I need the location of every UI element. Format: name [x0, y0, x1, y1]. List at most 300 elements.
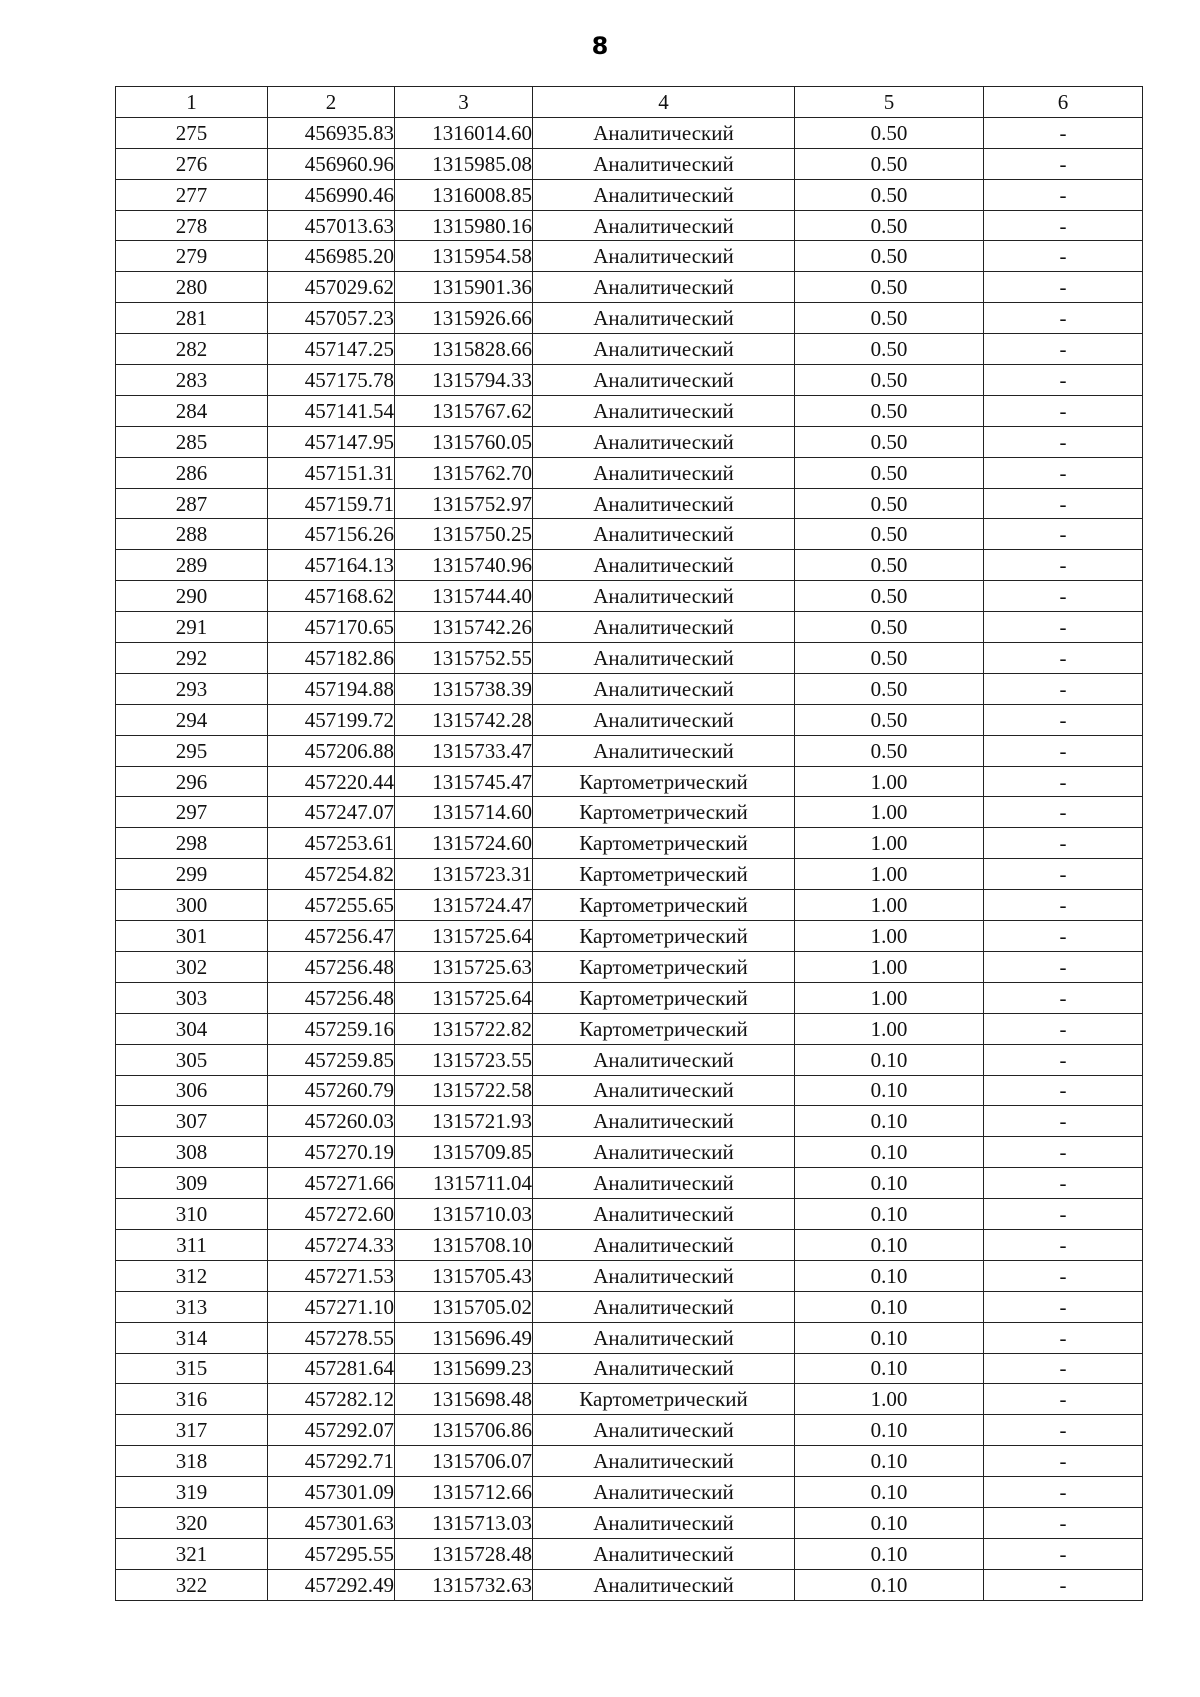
y-coordinate-cell: 1315706.86 — [395, 1415, 533, 1446]
table-row — [116, 951, 1143, 982]
note-cell: - — [984, 210, 1143, 241]
note-cell: - — [984, 303, 1143, 334]
accuracy-cell: 1.00 — [795, 982, 984, 1013]
point-number-cell: 319 — [116, 1477, 268, 1508]
point-number-cell: 296 — [116, 766, 268, 797]
accuracy-cell: 0.10 — [795, 1477, 984, 1508]
note-cell: - — [984, 1199, 1143, 1230]
note-cell: - — [984, 766, 1143, 797]
point-number-cell: 300 — [116, 890, 268, 921]
table-row — [116, 1507, 1143, 1538]
method-cell: Картометрический — [533, 1013, 795, 1044]
table-row — [116, 1384, 1143, 1415]
point-number-cell: 301 — [116, 921, 268, 952]
x-coordinate-cell: 457259.85 — [268, 1044, 395, 1075]
y-coordinate-cell: 1315724.60 — [395, 828, 533, 859]
point-number-cell: 287 — [116, 488, 268, 519]
note-cell: - — [984, 272, 1143, 303]
method-cell: Аналитический — [533, 735, 795, 766]
accuracy-cell: 1.00 — [795, 951, 984, 982]
note-cell: - — [984, 982, 1143, 1013]
table-row — [116, 982, 1143, 1013]
accuracy-cell: 0.10 — [795, 1569, 984, 1600]
y-coordinate-cell: 1315732.63 — [395, 1569, 533, 1600]
table-row — [116, 1106, 1143, 1137]
table-body — [116, 117, 1143, 1600]
accuracy-cell: 1.00 — [795, 766, 984, 797]
method-cell: Аналитический — [533, 395, 795, 426]
point-number-cell: 306 — [116, 1075, 268, 1106]
point-number-cell: 282 — [116, 334, 268, 365]
y-coordinate-cell: 1315706.07 — [395, 1446, 533, 1477]
method-cell: Аналитический — [533, 519, 795, 550]
x-coordinate-cell: 457271.66 — [268, 1168, 395, 1199]
accuracy-cell: 0.10 — [795, 1538, 984, 1569]
table-row — [116, 426, 1143, 457]
y-coordinate-cell: 1316008.85 — [395, 179, 533, 210]
point-number-cell: 279 — [116, 241, 268, 272]
table-row — [116, 612, 1143, 643]
table-row — [116, 828, 1143, 859]
method-cell: Аналитический — [533, 179, 795, 210]
table-row — [116, 365, 1143, 396]
note-cell: - — [984, 859, 1143, 890]
y-coordinate-cell: 1315745.47 — [395, 766, 533, 797]
point-number-cell: 311 — [116, 1229, 268, 1260]
point-number-cell: 293 — [116, 673, 268, 704]
note-cell: - — [984, 1291, 1143, 1322]
table-row — [116, 704, 1143, 735]
point-number-cell: 294 — [116, 704, 268, 735]
x-coordinate-cell: 457141.54 — [268, 395, 395, 426]
x-coordinate-cell: 457199.72 — [268, 704, 395, 735]
point-number-cell: 297 — [116, 797, 268, 828]
y-coordinate-cell: 1315752.55 — [395, 643, 533, 674]
note-cell: - — [984, 1322, 1143, 1353]
table-row — [116, 1353, 1143, 1384]
y-coordinate-cell: 1315752.97 — [395, 488, 533, 519]
method-cell: Аналитический — [533, 488, 795, 519]
accuracy-cell: 0.10 — [795, 1044, 984, 1075]
note-cell: - — [984, 334, 1143, 365]
y-coordinate-cell: 1315742.26 — [395, 612, 533, 643]
method-cell: Аналитический — [533, 1446, 795, 1477]
accuracy-cell: 0.50 — [795, 210, 984, 241]
note-cell: - — [984, 1384, 1143, 1415]
method-cell: Аналитический — [533, 1106, 795, 1137]
accuracy-cell: 1.00 — [795, 921, 984, 952]
y-coordinate-cell: 1315901.36 — [395, 272, 533, 303]
method-cell: Аналитический — [533, 1168, 795, 1199]
method-cell: Картометрический — [533, 890, 795, 921]
point-number-cell: 318 — [116, 1446, 268, 1477]
x-coordinate-cell: 457255.65 — [268, 890, 395, 921]
note-cell: - — [984, 1477, 1143, 1508]
accuracy-cell: 0.10 — [795, 1415, 984, 1446]
y-coordinate-cell: 1315740.96 — [395, 550, 533, 581]
point-number-cell: 289 — [116, 550, 268, 581]
accuracy-cell: 1.00 — [795, 1384, 984, 1415]
method-cell: Картометрический — [533, 828, 795, 859]
method-cell: Аналитический — [533, 1260, 795, 1291]
y-coordinate-cell: 1316014.60 — [395, 117, 533, 148]
y-coordinate-cell: 1315744.40 — [395, 581, 533, 612]
x-coordinate-cell: 457259.16 — [268, 1013, 395, 1044]
coordinates-table — [115, 86, 1143, 1601]
accuracy-cell: 0.50 — [795, 488, 984, 519]
y-coordinate-cell: 1315728.48 — [395, 1538, 533, 1569]
accuracy-cell: 0.50 — [795, 612, 984, 643]
method-cell: Картометрический — [533, 982, 795, 1013]
accuracy-cell: 0.50 — [795, 457, 984, 488]
x-coordinate-cell: 457168.62 — [268, 581, 395, 612]
table-row — [116, 1137, 1143, 1168]
table-row — [116, 303, 1143, 334]
method-cell: Картометрический — [533, 1384, 795, 1415]
x-coordinate-cell: 456990.46 — [268, 179, 395, 210]
note-cell: - — [984, 1137, 1143, 1168]
point-number-cell: 299 — [116, 859, 268, 890]
point-number-cell: 295 — [116, 735, 268, 766]
x-coordinate-cell: 457271.10 — [268, 1291, 395, 1322]
note-cell: - — [984, 704, 1143, 735]
accuracy-cell: 0.50 — [795, 735, 984, 766]
point-number-cell: 321 — [116, 1538, 268, 1569]
y-coordinate-cell: 1315794.33 — [395, 365, 533, 396]
method-cell: Аналитический — [533, 1477, 795, 1508]
note-cell: - — [984, 643, 1143, 674]
note-cell: - — [984, 1507, 1143, 1538]
note-cell: - — [984, 519, 1143, 550]
accuracy-cell: 0.10 — [795, 1168, 984, 1199]
note-cell: - — [984, 1446, 1143, 1477]
y-coordinate-cell: 1315954.58 — [395, 241, 533, 272]
point-number-cell: 283 — [116, 365, 268, 396]
point-number-cell: 303 — [116, 982, 268, 1013]
table-row — [116, 643, 1143, 674]
table-row — [116, 1199, 1143, 1230]
y-coordinate-cell: 1315762.70 — [395, 457, 533, 488]
table-row — [116, 210, 1143, 241]
method-cell: Аналитический — [533, 148, 795, 179]
x-coordinate-cell: 457159.71 — [268, 488, 395, 519]
x-coordinate-cell: 457301.63 — [268, 1507, 395, 1538]
note-cell: - — [984, 1538, 1143, 1569]
x-coordinate-cell: 457270.19 — [268, 1137, 395, 1168]
point-number-cell: 281 — [116, 303, 268, 334]
method-cell: Аналитический — [533, 1415, 795, 1446]
x-coordinate-cell: 457256.47 — [268, 921, 395, 952]
point-number-cell: 275 — [116, 117, 268, 148]
point-number-cell: 298 — [116, 828, 268, 859]
x-coordinate-cell: 457274.33 — [268, 1229, 395, 1260]
y-coordinate-cell: 1315738.39 — [395, 673, 533, 704]
method-cell: Аналитический — [533, 1199, 795, 1230]
x-coordinate-cell: 457194.88 — [268, 673, 395, 704]
y-coordinate-cell: 1315733.47 — [395, 735, 533, 766]
note-cell: - — [984, 1075, 1143, 1106]
y-coordinate-cell: 1315711.04 — [395, 1168, 533, 1199]
accuracy-cell: 0.50 — [795, 117, 984, 148]
y-coordinate-cell: 1315705.02 — [395, 1291, 533, 1322]
x-coordinate-cell: 457278.55 — [268, 1322, 395, 1353]
x-coordinate-cell: 456935.83 — [268, 117, 395, 148]
method-cell: Аналитический — [533, 210, 795, 241]
y-coordinate-cell: 1315980.16 — [395, 210, 533, 241]
accuracy-cell: 0.50 — [795, 643, 984, 674]
accuracy-cell: 0.10 — [795, 1322, 984, 1353]
note-cell: - — [984, 148, 1143, 179]
table-row — [116, 1075, 1143, 1106]
accuracy-cell: 0.10 — [795, 1137, 984, 1168]
x-coordinate-cell: 457292.49 — [268, 1569, 395, 1600]
y-coordinate-cell: 1315705.43 — [395, 1260, 533, 1291]
table-row — [116, 241, 1143, 272]
accuracy-cell: 0.50 — [795, 272, 984, 303]
table-row — [116, 488, 1143, 519]
column-header: 6 — [984, 87, 1143, 118]
note-cell: - — [984, 395, 1143, 426]
method-cell: Аналитический — [533, 704, 795, 735]
accuracy-cell: 0.10 — [795, 1507, 984, 1538]
method-cell: Аналитический — [533, 426, 795, 457]
x-coordinate-cell: 457147.95 — [268, 426, 395, 457]
y-coordinate-cell: 1315723.55 — [395, 1044, 533, 1075]
method-cell: Аналитический — [533, 117, 795, 148]
y-coordinate-cell: 1315708.10 — [395, 1229, 533, 1260]
method-cell: Аналитический — [533, 365, 795, 396]
table-row — [116, 859, 1143, 890]
note-cell: - — [984, 1013, 1143, 1044]
point-number-cell: 278 — [116, 210, 268, 241]
method-cell: Аналитический — [533, 272, 795, 303]
x-coordinate-cell: 457013.63 — [268, 210, 395, 241]
y-coordinate-cell: 1315722.58 — [395, 1075, 533, 1106]
note-cell: - — [984, 488, 1143, 519]
accuracy-cell: 0.10 — [795, 1199, 984, 1230]
note-cell: - — [984, 673, 1143, 704]
point-number-cell: 284 — [116, 395, 268, 426]
x-coordinate-cell: 457295.55 — [268, 1538, 395, 1569]
method-cell: Аналитический — [533, 673, 795, 704]
point-number-cell: 290 — [116, 581, 268, 612]
table-row — [116, 766, 1143, 797]
table-row — [116, 519, 1143, 550]
method-cell: Аналитический — [533, 1291, 795, 1322]
method-cell: Аналитический — [533, 643, 795, 674]
point-number-cell: 320 — [116, 1507, 268, 1538]
point-number-cell: 316 — [116, 1384, 268, 1415]
x-coordinate-cell: 457256.48 — [268, 951, 395, 982]
y-coordinate-cell: 1315723.31 — [395, 859, 533, 890]
accuracy-cell: 1.00 — [795, 859, 984, 890]
table-row — [116, 581, 1143, 612]
accuracy-cell: 0.10 — [795, 1106, 984, 1137]
note-cell: - — [984, 1353, 1143, 1384]
table-row — [116, 1229, 1143, 1260]
column-header: 4 — [533, 87, 795, 118]
table-row — [116, 890, 1143, 921]
x-coordinate-cell: 457254.82 — [268, 859, 395, 890]
x-coordinate-cell: 457156.26 — [268, 519, 395, 550]
note-cell: - — [984, 117, 1143, 148]
x-coordinate-cell: 457029.62 — [268, 272, 395, 303]
accuracy-cell: 0.50 — [795, 334, 984, 365]
point-number-cell: 288 — [116, 519, 268, 550]
accuracy-cell: 1.00 — [795, 828, 984, 859]
x-coordinate-cell: 456960.96 — [268, 148, 395, 179]
note-cell: - — [984, 1044, 1143, 1075]
accuracy-cell: 0.50 — [795, 550, 984, 581]
y-coordinate-cell: 1315696.49 — [395, 1322, 533, 1353]
point-number-cell: 313 — [116, 1291, 268, 1322]
x-coordinate-cell: 457260.03 — [268, 1106, 395, 1137]
accuracy-cell: 0.10 — [795, 1353, 984, 1384]
accuracy-cell: 1.00 — [795, 797, 984, 828]
table-row — [116, 1538, 1143, 1569]
point-number-cell: 309 — [116, 1168, 268, 1199]
accuracy-cell: 0.50 — [795, 426, 984, 457]
note-cell: - — [984, 828, 1143, 859]
column-header: 2 — [268, 87, 395, 118]
column-header: 1 — [116, 87, 268, 118]
point-number-cell: 304 — [116, 1013, 268, 1044]
table-row — [116, 117, 1143, 148]
table-row — [116, 735, 1143, 766]
table-row — [116, 1569, 1143, 1600]
y-coordinate-cell: 1315767.62 — [395, 395, 533, 426]
method-cell: Аналитический — [533, 1075, 795, 1106]
point-number-cell: 302 — [116, 951, 268, 982]
table-row — [116, 1168, 1143, 1199]
y-coordinate-cell: 1315721.93 — [395, 1106, 533, 1137]
point-number-cell: 276 — [116, 148, 268, 179]
x-coordinate-cell: 456985.20 — [268, 241, 395, 272]
table-row — [116, 179, 1143, 210]
y-coordinate-cell: 1315698.48 — [395, 1384, 533, 1415]
method-cell: Картометрический — [533, 766, 795, 797]
x-coordinate-cell: 457281.64 — [268, 1353, 395, 1384]
accuracy-cell: 1.00 — [795, 890, 984, 921]
y-coordinate-cell: 1315714.60 — [395, 797, 533, 828]
accuracy-cell: 0.50 — [795, 519, 984, 550]
table-row — [116, 1415, 1143, 1446]
point-number-cell: 312 — [116, 1260, 268, 1291]
note-cell: - — [984, 890, 1143, 921]
accuracy-cell: 0.50 — [795, 365, 984, 396]
accuracy-cell: 0.50 — [795, 395, 984, 426]
x-coordinate-cell: 457057.23 — [268, 303, 395, 334]
table-row — [116, 1044, 1143, 1075]
y-coordinate-cell: 1315725.64 — [395, 982, 533, 1013]
method-cell: Аналитический — [533, 241, 795, 272]
x-coordinate-cell: 457260.79 — [268, 1075, 395, 1106]
point-number-cell: 277 — [116, 179, 268, 210]
note-cell: - — [984, 921, 1143, 952]
y-coordinate-cell: 1315713.03 — [395, 1507, 533, 1538]
page-number: 8 — [591, 32, 609, 60]
note-cell: - — [984, 550, 1143, 581]
x-coordinate-cell: 457182.86 — [268, 643, 395, 674]
x-coordinate-cell: 457272.60 — [268, 1199, 395, 1230]
table-row — [116, 673, 1143, 704]
y-coordinate-cell: 1315828.66 — [395, 334, 533, 365]
y-coordinate-cell: 1315712.66 — [395, 1477, 533, 1508]
x-coordinate-cell: 457247.07 — [268, 797, 395, 828]
x-coordinate-cell: 457220.44 — [268, 766, 395, 797]
method-cell: Картометрический — [533, 921, 795, 952]
table-row — [116, 550, 1143, 581]
column-header: 3 — [395, 87, 533, 118]
table-row — [116, 1446, 1143, 1477]
x-coordinate-cell: 457271.53 — [268, 1260, 395, 1291]
note-cell: - — [984, 951, 1143, 982]
accuracy-cell: 0.50 — [795, 303, 984, 334]
accuracy-cell: 0.10 — [795, 1075, 984, 1106]
table-row — [116, 1322, 1143, 1353]
note-cell: - — [984, 797, 1143, 828]
note-cell: - — [984, 365, 1143, 396]
accuracy-cell: 0.50 — [795, 148, 984, 179]
point-number-cell: 280 — [116, 272, 268, 303]
accuracy-cell: 0.10 — [795, 1446, 984, 1477]
point-number-cell: 307 — [116, 1106, 268, 1137]
accuracy-cell: 0.50 — [795, 581, 984, 612]
method-cell: Аналитический — [533, 1538, 795, 1569]
note-cell: - — [984, 735, 1143, 766]
method-cell: Картометрический — [533, 951, 795, 982]
note-cell: - — [984, 1229, 1143, 1260]
method-cell: Аналитический — [533, 1044, 795, 1075]
accuracy-cell: 1.00 — [795, 1013, 984, 1044]
method-cell: Аналитический — [533, 1507, 795, 1538]
method-cell: Картометрический — [533, 859, 795, 890]
note-cell: - — [984, 1569, 1143, 1600]
x-coordinate-cell: 457164.13 — [268, 550, 395, 581]
column-header: 5 — [795, 87, 984, 118]
y-coordinate-cell: 1315709.85 — [395, 1137, 533, 1168]
y-coordinate-cell: 1315724.47 — [395, 890, 533, 921]
accuracy-cell: 0.10 — [795, 1291, 984, 1322]
accuracy-cell: 0.10 — [795, 1260, 984, 1291]
x-coordinate-cell: 457301.09 — [268, 1477, 395, 1508]
table-row — [116, 1013, 1143, 1044]
x-coordinate-cell: 457292.07 — [268, 1415, 395, 1446]
x-coordinate-cell: 457175.78 — [268, 365, 395, 396]
point-number-cell: 308 — [116, 1137, 268, 1168]
table-header-row — [116, 87, 1143, 118]
note-cell: - — [984, 1106, 1143, 1137]
note-cell: - — [984, 179, 1143, 210]
accuracy-cell: 0.50 — [795, 704, 984, 735]
y-coordinate-cell: 1315722.82 — [395, 1013, 533, 1044]
table-row — [116, 334, 1143, 365]
y-coordinate-cell: 1315985.08 — [395, 148, 533, 179]
note-cell: - — [984, 1415, 1143, 1446]
point-number-cell: 292 — [116, 643, 268, 674]
method-cell: Аналитический — [533, 1569, 795, 1600]
note-cell: - — [984, 1260, 1143, 1291]
table-row — [116, 921, 1143, 952]
note-cell: - — [984, 581, 1143, 612]
method-cell: Аналитический — [533, 334, 795, 365]
x-coordinate-cell: 457147.25 — [268, 334, 395, 365]
point-number-cell: 285 — [116, 426, 268, 457]
x-coordinate-cell: 457170.65 — [268, 612, 395, 643]
table-row — [116, 395, 1143, 426]
method-cell: Аналитический — [533, 550, 795, 581]
note-cell: - — [984, 457, 1143, 488]
